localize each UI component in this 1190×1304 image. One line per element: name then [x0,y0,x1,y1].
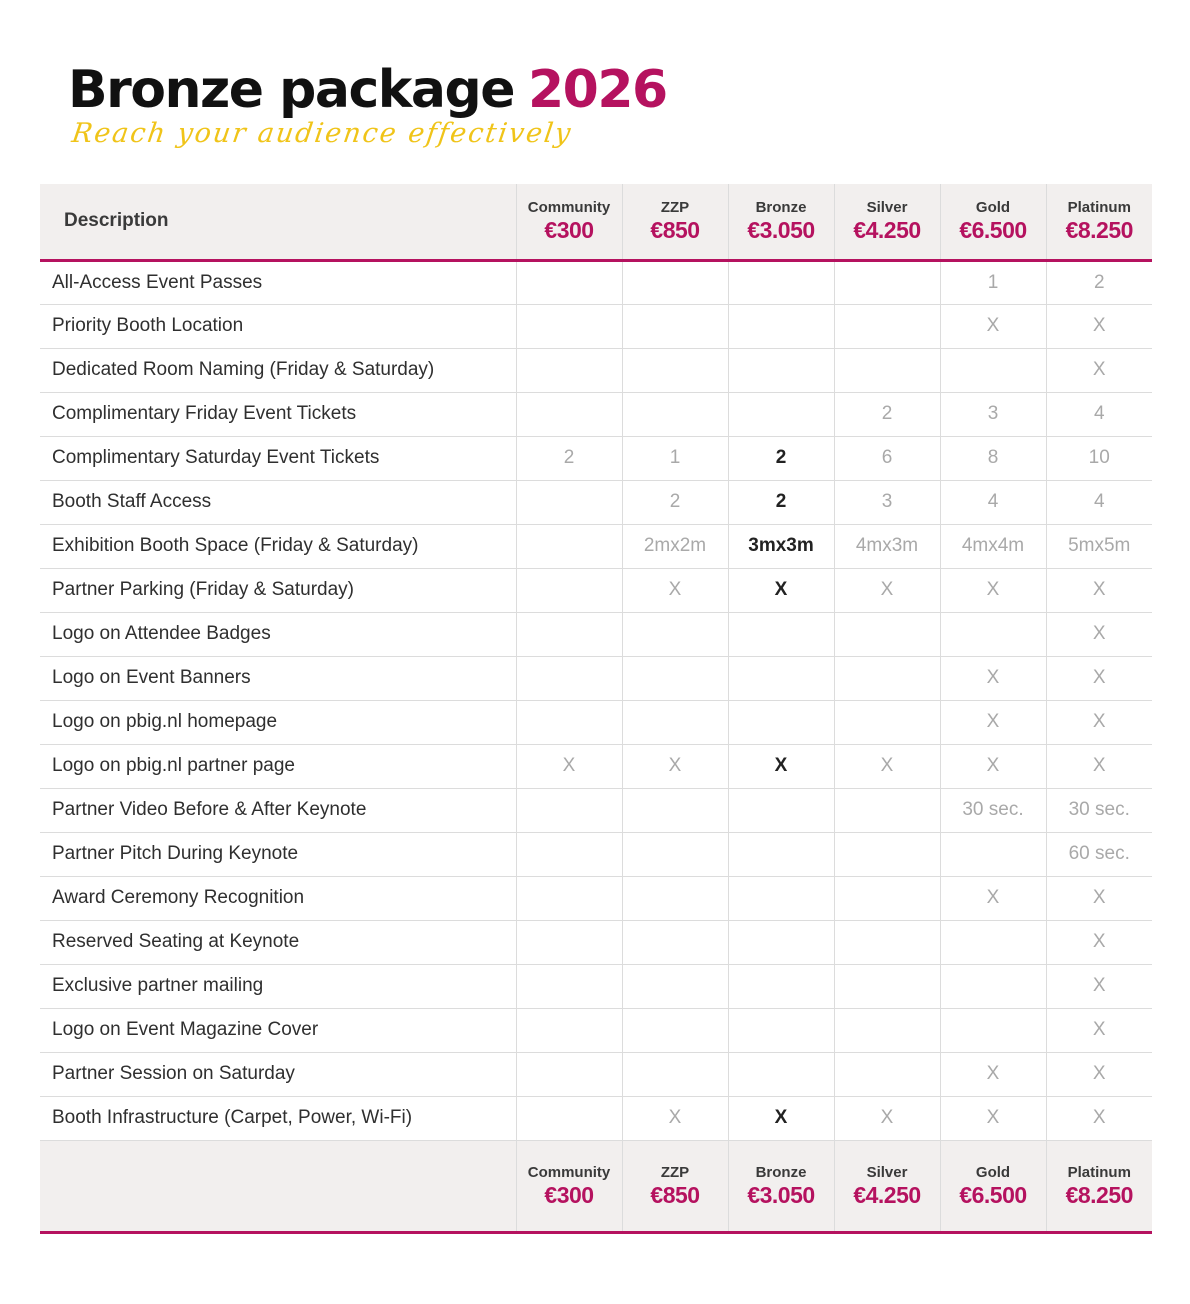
page-subtitle: Reach your audience effectively [69,118,575,149]
tier-name: ZZP [660,1163,690,1181]
tier-value-cell [834,612,940,656]
tier-value-cell [516,920,622,964]
tier-value-cell [728,392,834,436]
feature-rows [40,260,1152,1140]
tier-value-cell [622,612,728,656]
tier-name: Bronze [755,199,807,217]
tier-value-cell: X [1046,700,1152,744]
tier-value-cell [834,920,940,964]
tier-value-cell: X [940,656,1046,700]
tier-value-cell: X [1046,744,1152,788]
tier-value-cell: X [940,700,1046,744]
tier-value-cell [516,480,622,524]
tier-value-cell: 3 [940,392,1046,436]
table-row [40,964,1152,1008]
tier-value-cell [940,348,1046,392]
tier-value-cell: 2 [622,480,728,524]
tier-value-cell: X [1046,1008,1152,1052]
table-row [40,392,1152,436]
tier-value-cell [940,920,1046,964]
tier-price: €4.250 [853,1181,921,1208]
page-title [68,58,667,122]
tier-value-cell [728,964,834,1008]
feature-label: Logo on pbig.nl homepage [40,700,516,744]
tier-value-cell: X [1046,1096,1152,1140]
tier-name: Bronze [755,1163,807,1181]
tier-value-cell: X [622,1096,728,1140]
feature-label: All-Access Event Passes [40,260,516,304]
tier-value-cell: 2 [516,436,622,480]
header-tier-2 [728,184,834,260]
tier-value-cell: 2 [728,436,834,480]
table-row [40,656,1152,700]
page-title-main: Bronze package [68,60,514,120]
feature-label: Booth Infrastructure (Carpet, Power, Wi-Fi) [40,1096,516,1140]
tier-value-cell: X [1046,964,1152,1008]
tier-value-cell: 4 [940,480,1046,524]
feature-label: Partner Session on Saturday [40,1052,516,1096]
tier-value-cell: X [1046,612,1152,656]
tier-value-cell: 1 [940,260,1046,304]
footer-tier-0 [516,1140,622,1232]
tier-value-cell [728,656,834,700]
feature-label: Exclusive partner mailing [40,964,516,1008]
feature-label: Priority Booth Location [40,304,516,348]
header-tier-4 [940,184,1046,260]
tier-value-cell: 1 [622,436,728,480]
tier-value-cell [728,260,834,304]
feature-label: Award Ceremony Recognition [40,876,516,920]
tier-value-cell [728,348,834,392]
feature-label: Exhibition Booth Space (Friday & Saturday) [40,524,516,568]
tier-value-cell [516,304,622,348]
tier-value-cell [516,832,622,876]
feature-label: Reserved Seating at Keynote [40,920,516,964]
tier-value-cell: X [834,568,940,612]
tier-price: €300 [544,217,594,244]
tier-value-cell: 2 [834,392,940,436]
tier-name: Gold [975,1163,1011,1181]
tier-value-cell [834,260,940,304]
tier-value-cell: 3 [834,480,940,524]
tier-value-cell [516,568,622,612]
feature-label: Logo on Event Banners [40,656,516,700]
table-row [40,700,1152,744]
tier-name: Community [527,199,611,217]
tier-value-cell [622,920,728,964]
tier-value-cell: X [1046,1052,1152,1096]
tier-value-cell: X [728,744,834,788]
table-row [40,480,1152,524]
tier-value-cell [728,612,834,656]
tier-value-cell [834,656,940,700]
tier-value-cell [516,1052,622,1096]
tier-value-cell [728,304,834,348]
footer-tier-3 [834,1140,940,1232]
tier-value-cell: 4mx4m [940,524,1046,568]
footer-row [40,1140,1152,1232]
tier-value-cell [516,612,622,656]
tier-name: Silver [866,1163,908,1181]
tier-value-cell: X [728,1096,834,1140]
tier-value-cell [728,832,834,876]
tier-name: Community [527,1163,611,1181]
tier-value-cell: 60 sec. [1046,832,1152,876]
tier-value-cell: X [834,744,940,788]
table-row [40,788,1152,832]
footer-tier-1 [622,1140,728,1232]
tier-value-cell [728,788,834,832]
tier-value-cell [834,1052,940,1096]
footer-tier-5 [1046,1140,1152,1232]
tier-value-cell [516,524,622,568]
tier-value-cell [622,788,728,832]
tier-price: €3.050 [747,217,815,244]
tier-price: €3.050 [747,1181,815,1208]
tier-value-cell: X [622,568,728,612]
tier-price: €8.250 [1065,217,1133,244]
feature-label: Booth Staff Access [40,480,516,524]
tier-price: €6.500 [959,217,1027,244]
tier-price: €850 [650,217,700,244]
tier-value-cell: 30 sec. [940,788,1046,832]
tier-value-cell [622,964,728,1008]
tier-value-cell: X [940,1096,1046,1140]
tier-name: Platinum [1067,199,1131,217]
tier-value-cell [834,304,940,348]
tier-value-cell [622,348,728,392]
tier-price: €4.250 [853,217,921,244]
tier-value-cell: 6 [834,436,940,480]
tier-value-cell [622,392,728,436]
tier-value-cell [940,832,1046,876]
tier-value-cell [622,876,728,920]
tier-value-cell [940,612,1046,656]
tier-value-cell [516,1096,622,1140]
tier-value-cell [516,1008,622,1052]
tier-value-cell [834,876,940,920]
tier-value-cell [834,348,940,392]
table-row [40,348,1152,392]
tier-value-cell: X [940,304,1046,348]
tier-value-cell [622,1052,728,1096]
tier-value-cell [516,348,622,392]
table-row [40,1008,1152,1052]
table-row [40,304,1152,348]
feature-label: Dedicated Room Naming (Friday & Saturday) [40,348,516,392]
header-tier-1 [622,184,728,260]
tier-name: ZZP [660,199,690,217]
tier-value-cell: 5mx5m [1046,524,1152,568]
header-tier-5 [1046,184,1152,260]
feature-label: Partner Parking (Friday & Saturday) [40,568,516,612]
tier-value-cell: X [940,744,1046,788]
table-row [40,1096,1152,1140]
tier-value-cell: 2 [728,480,834,524]
table-row [40,920,1152,964]
table-row [40,876,1152,920]
tier-value-cell: X [1046,876,1152,920]
tier-value-cell [622,1008,728,1052]
tier-name: Gold [975,199,1011,217]
table-row [40,524,1152,568]
tier-value-cell: 3mx3m [728,524,834,568]
feature-label: Partner Video Before & After Keynote [40,788,516,832]
tier-value-cell [622,260,728,304]
tier-value-cell: 30 sec. [1046,788,1152,832]
tier-value-cell [516,656,622,700]
tier-value-cell [940,964,1046,1008]
tier-value-cell: X [1046,304,1152,348]
tier-value-cell: X [940,1052,1046,1096]
feature-label: Complimentary Friday Event Tickets [40,392,516,436]
tier-value-cell: 4 [1046,480,1152,524]
feature-label: Logo on Attendee Badges [40,612,516,656]
tier-value-cell: X [940,876,1046,920]
tier-value-cell [728,700,834,744]
tier-value-cell [622,304,728,348]
tier-value-cell [728,920,834,964]
tier-value-cell [728,876,834,920]
tier-price: €850 [650,1181,700,1208]
tier-value-cell [834,1008,940,1052]
description-header: Description [40,184,516,260]
header-row [40,184,1152,260]
footer-description-cell [40,1140,516,1232]
tier-value-cell [834,700,940,744]
tier-value-cell [940,1008,1046,1052]
tier-value-cell: X [1046,656,1152,700]
tier-price: €6.500 [959,1181,1027,1208]
tier-value-cell: X [728,568,834,612]
tier-value-cell [622,832,728,876]
page-title-year: 2026 [527,60,667,120]
tier-value-cell: 2 [1046,260,1152,304]
tier-value-cell: 4mx3m [834,524,940,568]
feature-label: Partner Pitch During Keynote [40,832,516,876]
tier-value-cell [834,964,940,1008]
tier-value-cell: 2mx2m [622,524,728,568]
table-row [40,436,1152,480]
tier-value-cell: X [1046,568,1152,612]
footer-tier-4 [940,1140,1046,1232]
tier-value-cell: X [516,744,622,788]
tier-price: €8.250 [1065,1181,1133,1208]
tier-name: Silver [866,199,908,217]
tier-value-cell [516,964,622,1008]
tier-name: Platinum [1067,1163,1131,1181]
feature-label: Logo on pbig.nl partner page [40,744,516,788]
footer-tier-2 [728,1140,834,1232]
pricing-table [40,184,1152,1234]
table-row [40,612,1152,656]
table-row [40,568,1152,612]
tier-value-cell: X [1046,348,1152,392]
tier-value-cell: 10 [1046,436,1152,480]
tier-value-cell [622,656,728,700]
tier-price: €300 [544,1181,594,1208]
tier-value-cell: X [834,1096,940,1140]
header-tier-0 [516,184,622,260]
tier-value-cell: X [622,744,728,788]
tier-value-cell [622,700,728,744]
tier-value-cell [728,1052,834,1096]
table-row [40,260,1152,304]
table-row [40,832,1152,876]
tier-value-cell [516,392,622,436]
tier-value-cell [516,700,622,744]
table-row [40,1052,1152,1096]
tier-value-cell: X [1046,920,1152,964]
tier-value-cell [834,832,940,876]
tier-value-cell [728,1008,834,1052]
table-row [40,744,1152,788]
feature-label: Complimentary Saturday Event Tickets [40,436,516,480]
tier-value-cell [516,876,622,920]
tier-value-cell [516,788,622,832]
tier-value-cell: 8 [940,436,1046,480]
feature-label: Logo on Event Magazine Cover [40,1008,516,1052]
tier-value-cell [834,788,940,832]
header-tier-3 [834,184,940,260]
tier-value-cell [516,260,622,304]
tier-value-cell: 4 [1046,392,1152,436]
tier-value-cell: X [940,568,1046,612]
